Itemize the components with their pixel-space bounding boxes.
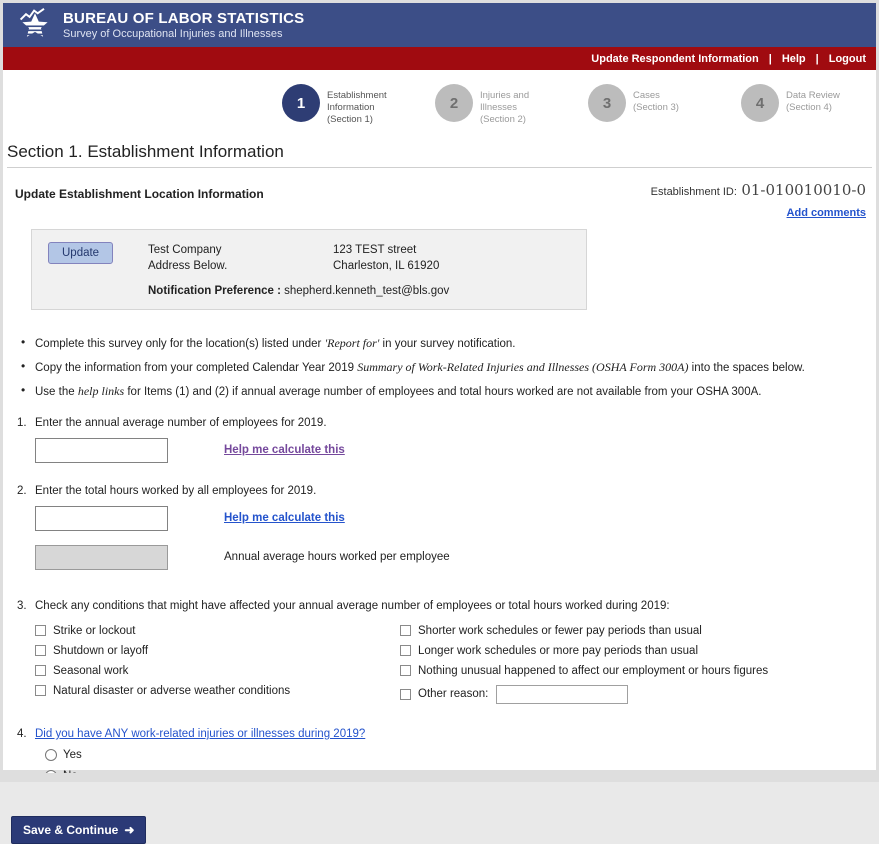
step-3-section: (Section 3) <box>633 101 679 113</box>
instruction-text: Use the <box>35 385 78 398</box>
question-1-number: 1. <box>17 416 27 429</box>
checkbox-icon[interactable] <box>400 665 411 676</box>
checkbox-label: Shutdown or layoff <box>53 644 149 657</box>
instruction-text: for Items (1) and (2) if annual average number of employees and total hours worked are not available from your OSHA 300A. <box>124 385 762 398</box>
checkbox-other-reason[interactable] <box>400 685 768 704</box>
update-location-heading: Update Establishment Location Information <box>15 187 264 201</box>
update-respondent-link[interactable]: Update Respondent Information <box>591 52 759 65</box>
checkbox-icon[interactable] <box>35 645 46 656</box>
checkbox-natural-disaster[interactable] <box>35 685 400 697</box>
avg-hours-label: Annual average hours worked per employee <box>224 551 450 564</box>
main-content <box>3 84 876 844</box>
save-continue-label: Save & Continue <box>23 822 119 837</box>
step-1-label <box>327 84 399 126</box>
company-name: Test Company <box>148 243 222 256</box>
step-2-section: (Section 2) <box>480 113 526 125</box>
instruction-item <box>21 336 872 351</box>
radio-yes[interactable] <box>45 749 872 761</box>
checkbox-label: Shorter work schedules or fewer pay periods than usual <box>418 624 702 637</box>
step-3-title: Cases <box>633 90 660 101</box>
step-4-label <box>786 84 858 114</box>
checkbox-seasonal-work[interactable] <box>35 665 400 677</box>
save-continue-button[interactable] <box>11 816 146 844</box>
step-2-circle: 2 <box>435 84 473 122</box>
avg-employees-input[interactable] <box>35 438 168 463</box>
step-2-label <box>480 84 552 126</box>
step-1-title: Establishment Information <box>327 90 387 113</box>
address-city-state-zip: Charleston, IL 61920 <box>333 260 440 273</box>
company-name-line2: Address Below. <box>148 260 228 273</box>
checkbox-label: Other reason: <box>418 688 489 701</box>
step-3-circle: 3 <box>588 84 626 122</box>
question-3-text: Check any conditions that might have affected your annual average number of employees or total hours worked during 2019: <box>35 599 670 612</box>
step-3-label <box>633 84 705 114</box>
masthead <box>3 3 876 47</box>
notification-preference-label: Notification Preference : <box>148 284 281 297</box>
checkbox-icon[interactable] <box>35 625 46 636</box>
notification-preference-row <box>148 285 576 297</box>
instruction-text: Complete this survey only for the location(s) listed under <box>35 337 325 350</box>
checkbox-nothing-unusual[interactable] <box>400 665 768 677</box>
survey-window <box>3 3 876 837</box>
instruction-text: into the spaces below. <box>688 361 805 374</box>
instruction-italic: 'Report for' <box>324 335 380 350</box>
establishment-id-label: Establishment ID: <box>650 186 737 198</box>
company-address-block <box>333 242 439 275</box>
question-2-text: Enter the total hours worked by all employees for 2019. <box>35 484 317 497</box>
step-injuries-illnesses[interactable] <box>435 84 552 140</box>
conditions-checkbox-grid <box>35 625 872 704</box>
checkbox-label: Nothing unusual happened to affect our employment or hours figures <box>418 664 769 677</box>
help-calculate-employees-link[interactable]: Help me calculate this <box>224 444 345 457</box>
question-3-number: 3. <box>17 599 27 612</box>
instruction-italic: Summary of Work-Related Injuries and Illnesses (OSHA Form 300A) <box>357 359 689 374</box>
total-hours-input[interactable] <box>35 506 168 531</box>
question-3 <box>7 600 872 704</box>
question-1 <box>7 417 872 463</box>
add-comments-link[interactable]: Add comments <box>786 206 866 219</box>
establishment-location-box <box>31 229 587 310</box>
masthead-text <box>63 10 304 40</box>
checkbox-label: Longer work schedules or more pay periods than usual <box>418 644 698 657</box>
address-street: 123 TEST street <box>333 243 417 256</box>
radio-label: Yes <box>63 748 82 761</box>
survey-subtitle: Survey of Occupational Injuries and Illnesses <box>63 28 283 40</box>
radio-icon[interactable] <box>45 749 57 761</box>
step-1-section: (Section 1) <box>327 113 373 125</box>
checkbox-strike-lockout[interactable] <box>35 625 400 637</box>
top-nav-bar <box>3 47 876 70</box>
step-4-title: Data Review <box>786 90 840 101</box>
establishment-id-value: 01-010010010-0 <box>741 181 866 199</box>
help-calculate-hours-link[interactable]: Help me calculate this <box>224 512 345 525</box>
question-2 <box>7 485 872 570</box>
nav-separator: | <box>815 52 819 65</box>
arrow-right-icon: ➜ <box>124 822 135 837</box>
step-indicator <box>7 84 858 140</box>
step-cases[interactable] <box>588 84 705 140</box>
agency-title: BUREAU OF LABOR STATISTICS <box>63 10 305 27</box>
question-4-help-link[interactable]: Did you have ANY work-related injuries or illnesses during 2019? <box>35 727 366 740</box>
instruction-item <box>21 384 872 399</box>
checkbox-icon[interactable] <box>35 665 46 676</box>
instruction-item <box>21 360 872 375</box>
question-2-number: 2. <box>17 484 27 497</box>
question-1-text: Enter the annual average number of employees for 2019. <box>35 416 327 429</box>
instruction-list <box>21 336 872 399</box>
avg-hours-per-employee-output <box>35 545 168 570</box>
nav-separator: | <box>768 52 772 65</box>
page-title: Section 1. Establishment Information <box>7 140 872 168</box>
step-data-review[interactable] <box>741 84 858 140</box>
help-link[interactable]: Help <box>781 52 806 65</box>
checkbox-shutdown-layoff[interactable] <box>35 645 400 657</box>
establishment-id-block <box>651 181 866 223</box>
checkbox-icon[interactable] <box>400 689 411 700</box>
logout-link[interactable]: Logout <box>828 52 866 65</box>
step-2-title: Injuries and Illnesses <box>480 90 530 113</box>
checkbox-label: Seasonal work <box>53 664 129 677</box>
checkbox-icon[interactable] <box>400 645 411 656</box>
checkbox-longer-schedules[interactable] <box>400 645 768 657</box>
other-reason-input[interactable] <box>496 685 628 704</box>
checkbox-icon[interactable] <box>400 625 411 636</box>
checkbox-label: Strike or lockout <box>53 624 136 637</box>
step-1-circle: 1 <box>282 84 320 122</box>
company-name-block <box>148 242 333 275</box>
bls-logo-icon <box>17 7 53 43</box>
step-establishment-information[interactable] <box>282 84 399 140</box>
checkbox-shorter-schedules[interactable] <box>400 625 768 637</box>
section-subheader-row <box>7 181 872 223</box>
instruction-italic: help links <box>77 383 125 398</box>
step-4-circle: 4 <box>741 84 779 122</box>
step-4-section: (Section 4) <box>786 101 832 113</box>
update-address-button[interactable]: Update <box>48 242 113 264</box>
question-4-number: 4. <box>17 727 27 740</box>
notification-preference-value: shepherd.kenneth_test@bls.gov <box>284 284 450 297</box>
instruction-text: in your survey notification. <box>379 337 516 350</box>
page-bottom-edge <box>0 773 879 782</box>
checkbox-label: Natural disaster or adverse weather conditions <box>53 684 291 697</box>
instruction-text: Copy the information from your completed Calendar Year 2019 <box>35 361 358 374</box>
checkbox-icon[interactable] <box>35 685 46 696</box>
